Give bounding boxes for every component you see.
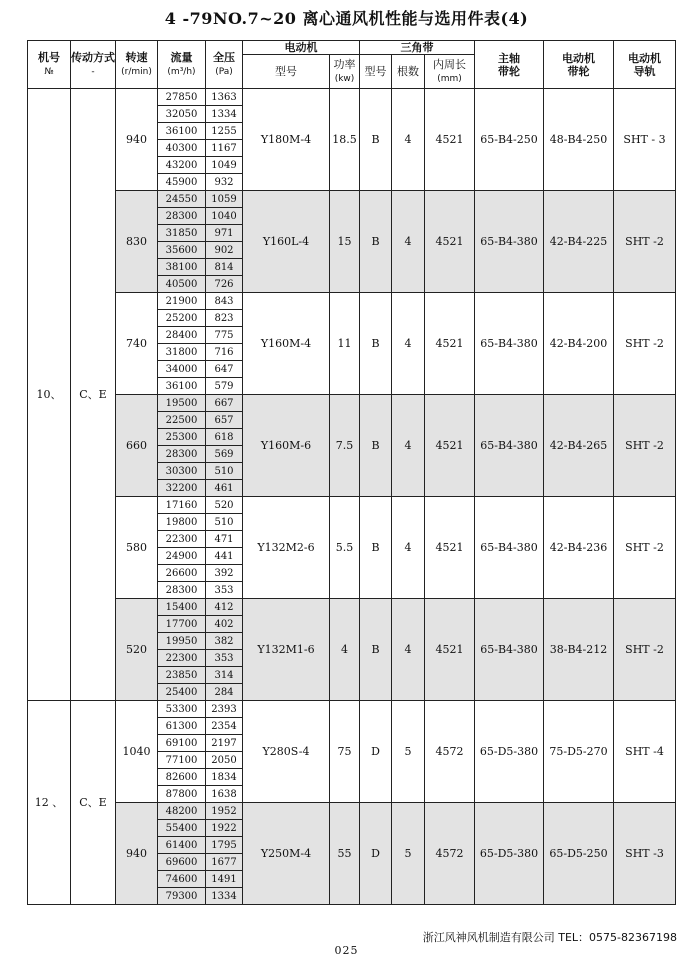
pressure-cell: 284 <box>206 684 243 701</box>
flow-cell: 23850 <box>158 667 206 684</box>
pressure-cell: 441 <box>206 548 243 565</box>
pressure-cell: 569 <box>206 446 243 463</box>
header-motor-type: 型号 <box>243 55 330 89</box>
belt-length-cell: 4521 <box>425 293 475 395</box>
pressure-cell: 726 <box>206 276 243 293</box>
motor-pulley-cell: 48-B4-250 <box>544 89 614 191</box>
table-row <box>28 701 676 718</box>
pressure-cell: 1255 <box>206 123 243 140</box>
motor-power-cell: 5.5 <box>330 497 360 599</box>
motor-type-cell: Y280S-4 <box>243 701 330 803</box>
pressure-cell: 353 <box>206 582 243 599</box>
belt-count-cell: 4 <box>392 293 425 395</box>
motor-type-cell: Y132M2-6 <box>243 497 330 599</box>
flow-cell: 31850 <box>158 225 206 242</box>
motor-pulley-cell: 38-B4-212 <box>544 599 614 701</box>
header-shaft-pulley: 主轴 带轮 <box>475 41 544 89</box>
header-drive: 传动方式 - <box>71 41 116 89</box>
pressure-cell: 1922 <box>206 820 243 837</box>
flow-cell: 32200 <box>158 480 206 497</box>
header-belt-type: 型号 <box>360 55 392 89</box>
pressure-cell: 1834 <box>206 769 243 786</box>
pressure-cell: 1677 <box>206 854 243 871</box>
flow-cell: 19500 <box>158 395 206 412</box>
pressure-cell: 902 <box>206 242 243 259</box>
pressure-cell: 814 <box>206 259 243 276</box>
table-row <box>28 803 676 820</box>
flow-cell: 28300 <box>158 446 206 463</box>
pressure-cell: 382 <box>206 633 243 650</box>
flow-cell: 31800 <box>158 344 206 361</box>
motor-power-cell: 75 <box>330 701 360 803</box>
motor-rail-cell: SHT -2 <box>614 395 676 497</box>
motor-power-cell: 15 <box>330 191 360 293</box>
shaft-pulley-cell: 65-B4-380 <box>475 599 544 701</box>
flow-cell: 25300 <box>158 429 206 446</box>
motor-power-cell: 7.5 <box>330 395 360 497</box>
flow-cell: 34000 <box>158 361 206 378</box>
flow-cell: 48200 <box>158 803 206 820</box>
flow-cell: 40500 <box>158 276 206 293</box>
machine-no-cell: 12 、 <box>28 701 71 905</box>
belt-count-cell: 4 <box>392 89 425 191</box>
speed-cell: 580 <box>116 497 158 599</box>
belt-length-cell: 4521 <box>425 395 475 497</box>
motor-pulley-cell: 42-B4-200 <box>544 293 614 395</box>
motor-power-cell: 4 <box>330 599 360 701</box>
motor-rail-cell: SHT -2 <box>614 599 676 701</box>
flow-cell: 61300 <box>158 718 206 735</box>
flow-cell: 19950 <box>158 633 206 650</box>
motor-pulley-cell: 42-B4-265 <box>544 395 614 497</box>
belt-type-cell: B <box>360 395 392 497</box>
header-model-no: 机号 № <box>28 41 71 89</box>
pressure-cell: 2393 <box>206 701 243 718</box>
pressure-cell: 971 <box>206 225 243 242</box>
flow-cell: 26600 <box>158 565 206 582</box>
pressure-cell: 461 <box>206 480 243 497</box>
drive-cell: C、E <box>71 701 116 905</box>
belt-type-cell: B <box>360 599 392 701</box>
flow-cell: 53300 <box>158 701 206 718</box>
belt-length-cell: 4521 <box>425 497 475 599</box>
pressure-cell: 1059 <box>206 191 243 208</box>
speed-cell: 520 <box>116 599 158 701</box>
pressure-cell: 1334 <box>206 106 243 123</box>
flow-cell: 45900 <box>158 174 206 191</box>
shaft-pulley-cell: 65-D5-380 <box>475 803 544 905</box>
pressure-cell: 1040 <box>206 208 243 225</box>
pressure-cell: 1167 <box>206 140 243 157</box>
flow-cell: 61400 <box>158 837 206 854</box>
speed-cell: 660 <box>116 395 158 497</box>
pressure-cell: 402 <box>206 616 243 633</box>
flow-cell: 25200 <box>158 310 206 327</box>
flow-cell: 36100 <box>158 123 206 140</box>
table-row <box>28 293 676 310</box>
flow-cell: 43200 <box>158 157 206 174</box>
page-number: 025 <box>334 944 359 957</box>
flow-cell: 22300 <box>158 650 206 667</box>
flow-cell: 19800 <box>158 514 206 531</box>
shaft-pulley-cell: 65-B4-250 <box>475 89 544 191</box>
flow-cell: 74600 <box>158 871 206 888</box>
speed-cell: 740 <box>116 293 158 395</box>
header-motor-pulley: 电动机 带轮 <box>544 41 614 89</box>
belt-count-cell: 4 <box>392 191 425 293</box>
motor-rail-cell: SHT -2 <box>614 293 676 395</box>
pressure-cell: 520 <box>206 497 243 514</box>
belt-type-cell: D <box>360 803 392 905</box>
belt-type-cell: D <box>360 701 392 803</box>
flow-cell: 24550 <box>158 191 206 208</box>
motor-pulley-cell: 75-D5-270 <box>544 701 614 803</box>
motor-type-cell: Y160L-4 <box>243 191 330 293</box>
page-title: 4 -79NO.7~20 离心通风机性能与选用件表(4) <box>164 9 529 28</box>
shaft-pulley-cell: 65-B4-380 <box>475 293 544 395</box>
flow-cell: 28300 <box>158 208 206 225</box>
pressure-cell: 471 <box>206 531 243 548</box>
flow-cell: 40300 <box>158 140 206 157</box>
pressure-cell: 716 <box>206 344 243 361</box>
motor-power-cell: 18.5 <box>330 89 360 191</box>
shaft-pulley-cell: 65-D5-380 <box>475 701 544 803</box>
flow-cell: 21900 <box>158 293 206 310</box>
flow-cell: 38100 <box>158 259 206 276</box>
header-speed: 转速 (r/min) <box>116 41 158 89</box>
flow-cell: 82600 <box>158 769 206 786</box>
motor-power-cell: 11 <box>330 293 360 395</box>
speed-cell: 940 <box>116 89 158 191</box>
header-pressure: 全压 (Pa) <box>206 41 243 89</box>
motor-pulley-cell: 42-B4-225 <box>544 191 614 293</box>
flow-cell: 87800 <box>158 786 206 803</box>
pressure-cell: 823 <box>206 310 243 327</box>
pressure-cell: 1334 <box>206 888 243 905</box>
pressure-cell: 2050 <box>206 752 243 769</box>
pressure-cell: 843 <box>206 293 243 310</box>
belt-length-cell: 4521 <box>425 191 475 293</box>
pressure-cell: 775 <box>206 327 243 344</box>
table-row <box>28 395 676 412</box>
header-belt-length: 内周长 (mm) <box>425 55 475 89</box>
flow-cell: 22300 <box>158 531 206 548</box>
flow-cell: 35600 <box>158 242 206 259</box>
flow-cell: 15400 <box>158 599 206 616</box>
flow-cell: 69100 <box>158 735 206 752</box>
flow-cell: 24900 <box>158 548 206 565</box>
pressure-cell: 667 <box>206 395 243 412</box>
shaft-pulley-cell: 65-B4-380 <box>475 395 544 497</box>
pressure-cell: 1049 <box>206 157 243 174</box>
flow-cell: 17700 <box>158 616 206 633</box>
header-flow: 流量 (m³/h) <box>158 41 206 89</box>
speed-cell: 940 <box>116 803 158 905</box>
pressure-cell: 618 <box>206 429 243 446</box>
table-row <box>28 599 676 616</box>
belt-type-cell: B <box>360 497 392 599</box>
belt-type-cell: B <box>360 89 392 191</box>
belt-length-cell: 4521 <box>425 89 475 191</box>
pressure-cell: 1795 <box>206 837 243 854</box>
shaft-pulley-cell: 65-B4-380 <box>475 191 544 293</box>
table-row <box>28 191 676 208</box>
pressure-cell: 412 <box>206 599 243 616</box>
pressure-cell: 657 <box>206 412 243 429</box>
flow-cell: 77100 <box>158 752 206 769</box>
belt-type-cell: B <box>360 293 392 395</box>
flow-cell: 55400 <box>158 820 206 837</box>
belt-length-cell: 4572 <box>425 803 475 905</box>
belt-count-cell: 5 <box>392 803 425 905</box>
pressure-cell: 1363 <box>206 89 243 106</box>
pressure-cell: 1952 <box>206 803 243 820</box>
shaft-pulley-cell: 65-B4-380 <box>475 497 544 599</box>
table-body <box>28 89 676 905</box>
speed-cell: 830 <box>116 191 158 293</box>
flow-cell: 30300 <box>158 463 206 480</box>
pressure-cell: 647 <box>206 361 243 378</box>
belt-count-cell: 4 <box>392 395 425 497</box>
motor-type-cell: Y160M-4 <box>243 293 330 395</box>
motor-type-cell: Y180M-4 <box>243 89 330 191</box>
drive-cell: C、E <box>71 89 116 701</box>
flow-cell: 32050 <box>158 106 206 123</box>
pressure-cell: 2354 <box>206 718 243 735</box>
flow-cell: 28400 <box>158 327 206 344</box>
motor-rail-cell: SHT -2 <box>614 497 676 599</box>
flow-cell: 69600 <box>158 854 206 871</box>
pressure-cell: 392 <box>206 565 243 582</box>
header-belt: 三角带 <box>360 41 475 55</box>
company-footer: 浙江风神风机制造有限公司 TEL：0575-82367198 <box>422 931 677 944</box>
flow-cell: 22500 <box>158 412 206 429</box>
table-row <box>28 89 676 106</box>
pressure-cell: 1491 <box>206 871 243 888</box>
motor-type-cell: Y132M1-6 <box>243 599 330 701</box>
motor-pulley-cell: 42-B4-236 <box>544 497 614 599</box>
flow-cell: 25400 <box>158 684 206 701</box>
header-motor-power: 功率 (kw) <box>330 55 360 89</box>
header-motor-rail: 电动机 导轨 <box>614 41 676 89</box>
flow-cell: 17160 <box>158 497 206 514</box>
fan-performance-table <box>27 40 676 905</box>
belt-type-cell: B <box>360 191 392 293</box>
motor-rail-cell: SHT -2 <box>614 191 676 293</box>
pressure-cell: 1638 <box>206 786 243 803</box>
motor-type-cell: Y250M-4 <box>243 803 330 905</box>
pressure-cell: 579 <box>206 378 243 395</box>
motor-rail-cell: SHT - 3 <box>614 89 676 191</box>
motor-rail-cell: SHT -3 <box>614 803 676 905</box>
header-belt-count: 根数 <box>392 55 425 89</box>
belt-length-cell: 4572 <box>425 701 475 803</box>
pressure-cell: 2197 <box>206 735 243 752</box>
pressure-cell: 510 <box>206 514 243 531</box>
pressure-cell: 510 <box>206 463 243 480</box>
belt-count-cell: 4 <box>392 599 425 701</box>
speed-cell: 1040 <box>116 701 158 803</box>
flow-cell: 79300 <box>158 888 206 905</box>
table-row <box>28 497 676 514</box>
motor-type-cell: Y160M-6 <box>243 395 330 497</box>
flow-cell: 27850 <box>158 89 206 106</box>
flow-cell: 36100 <box>158 378 206 395</box>
pressure-cell: 932 <box>206 174 243 191</box>
machine-no-cell: 10、 <box>28 89 71 701</box>
motor-pulley-cell: 65-D5-250 <box>544 803 614 905</box>
flow-cell: 28300 <box>158 582 206 599</box>
pressure-cell: 314 <box>206 667 243 684</box>
belt-count-cell: 5 <box>392 701 425 803</box>
motor-power-cell: 55 <box>330 803 360 905</box>
header-motor: 电动机 <box>243 41 360 55</box>
belt-count-cell: 4 <box>392 497 425 599</box>
motor-rail-cell: SHT -4 <box>614 701 676 803</box>
pressure-cell: 353 <box>206 650 243 667</box>
belt-length-cell: 4521 <box>425 599 475 701</box>
